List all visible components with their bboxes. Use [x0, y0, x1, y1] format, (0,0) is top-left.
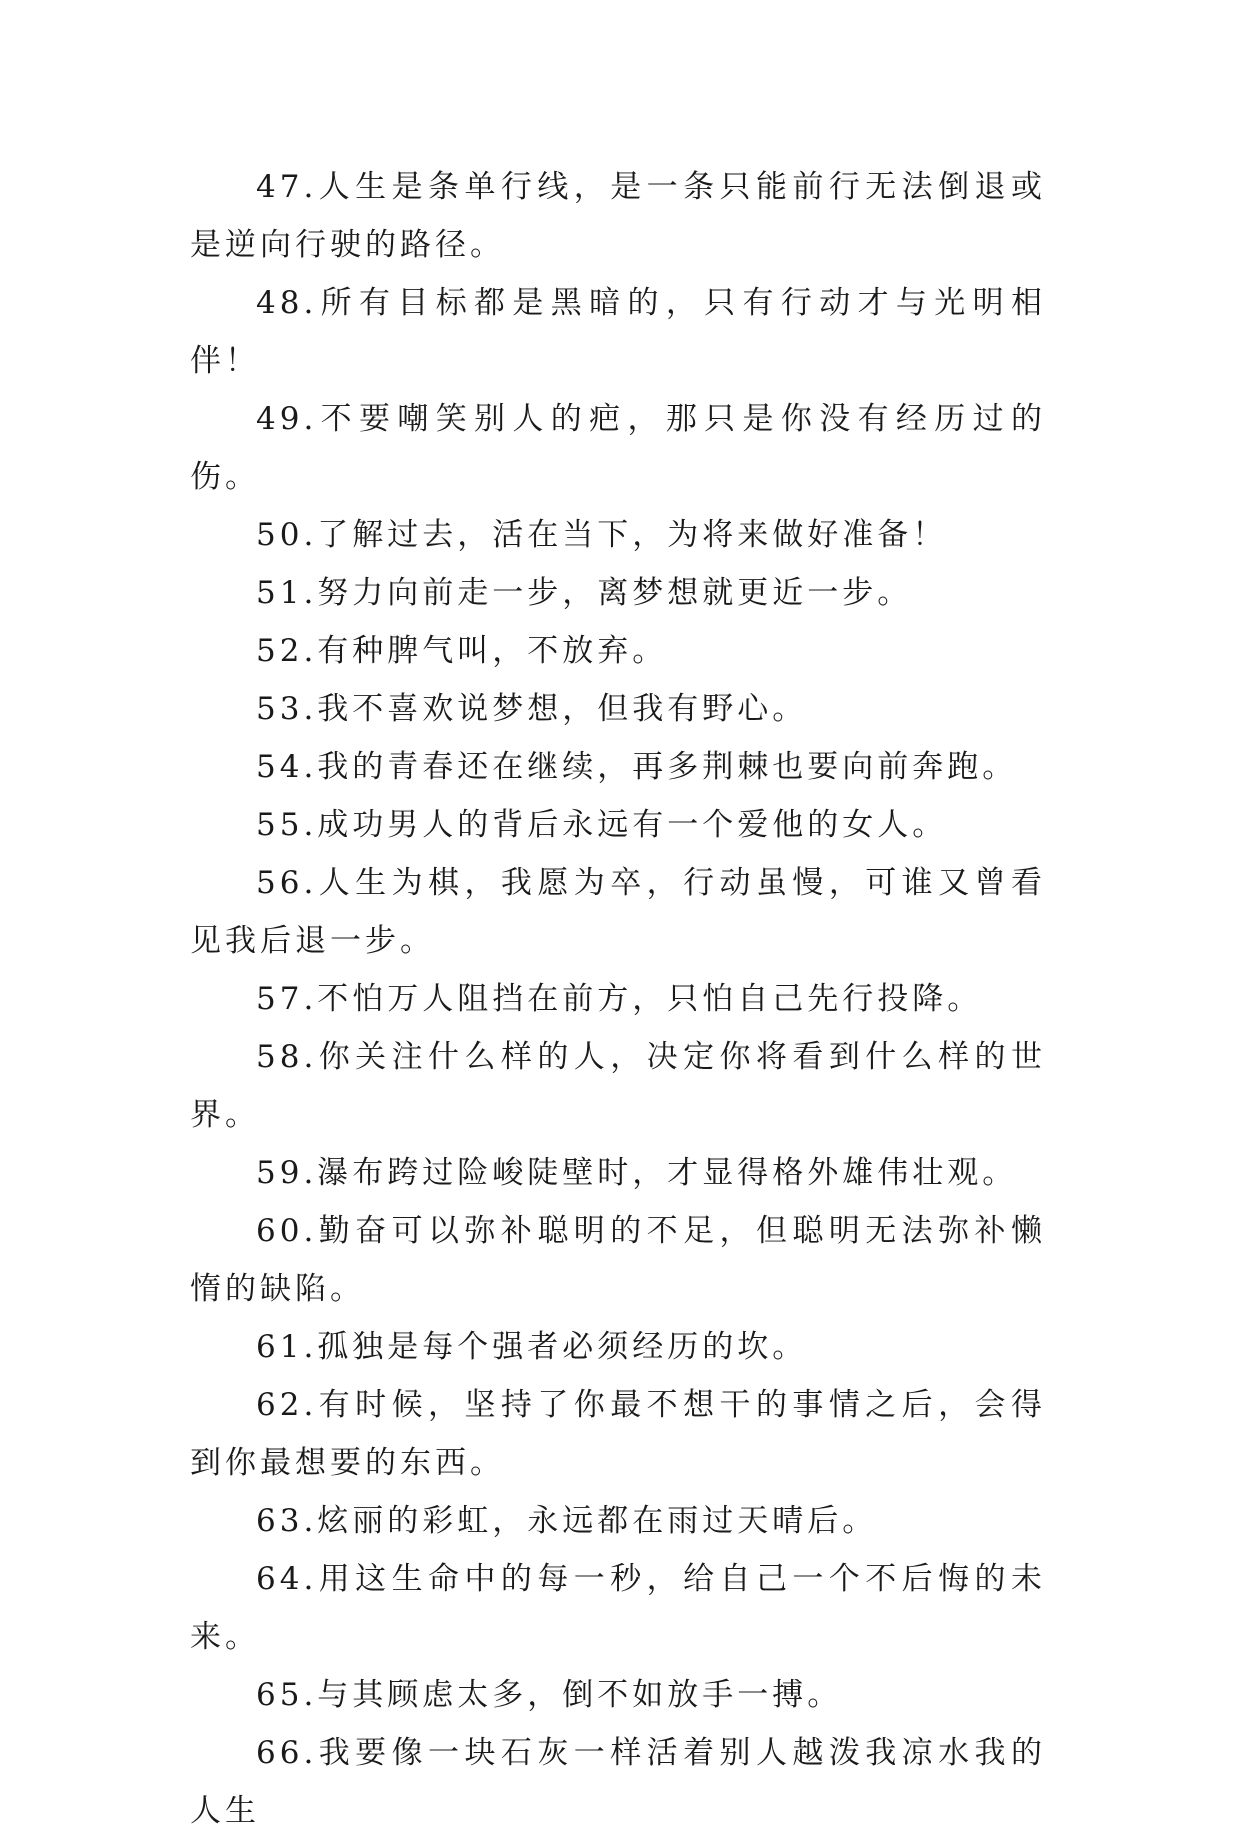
quote-paragraph-56: 56.人生为棋，我愿为卒，行动虽慢，可谁又曾看见我后退一步。: [190, 865, 1046, 959]
quote-paragraph-55: 55.成功男人的背后永远有一个爱他的女人。: [256, 807, 948, 843]
quote-paragraph-51: 51.努力向前走一步，离梦想就更近一步。: [256, 575, 913, 611]
quote-paragraph-64: 64.用这生命中的每一秒，给自己一个不后悔的未来。: [190, 1561, 1046, 1655]
quote-paragraph-53: 53.我不喜欢说梦想，但我有野心。: [256, 691, 808, 727]
quote-paragraph-61: 61.孤独是每个强者必须经历的坎。: [256, 1329, 808, 1365]
quote-paragraph-54: 54.我的青春还在继续，再多荆棘也要向前奔跑。: [256, 749, 1018, 785]
quote-paragraph-57: 57.不怕万人阻挡在前方，只怕自己先行投降。: [256, 981, 983, 1017]
quote-paragraph-59: 59.瀑布跨过险峻陡壁时，才显得格外雄伟壮观。: [256, 1155, 1018, 1191]
quote-paragraph-47: 47.人生是条单行线，是一条只能前行无法倒退或是逆向行驶的路径。: [190, 169, 1046, 263]
quote-paragraph-50: 50.了解过去，活在当下，为将来做好准备！: [256, 517, 948, 553]
quote-paragraph-66: 66.我要像一块石灰一样活着别人越泼我凉水我的人生: [190, 1735, 1046, 1829]
quote-paragraph-48: 48.所有目标都是黑暗的，只有行动才与光明相伴！: [190, 285, 1046, 379]
quote-paragraph-65: 65.与其顾虑太多，倒不如放手一搏。: [256, 1677, 843, 1713]
quote-paragraph-63: 63.炫丽的彩虹，永远都在雨过天晴后。: [256, 1503, 878, 1539]
document-body: [190, 158, 1046, 1840]
quote-paragraph-52: 52.有种脾气叫，不放弃。: [256, 633, 668, 669]
quote-paragraph-58: 58.你关注什么样的人，决定你将看到什么样的世界。: [190, 1039, 1046, 1133]
quote-paragraph-49: 49.不要嘲笑别人的疤，那只是你没有经历过的伤。: [190, 401, 1046, 495]
quote-paragraph-62: 62.有时候，坚持了你最不想干的事情之后，会得到你最想要的东西。: [190, 1387, 1046, 1481]
quote-paragraph-60: 60.勤奋可以弥补聪明的不足，但聪明无法弥补懒惰的缺陷。: [190, 1213, 1046, 1307]
